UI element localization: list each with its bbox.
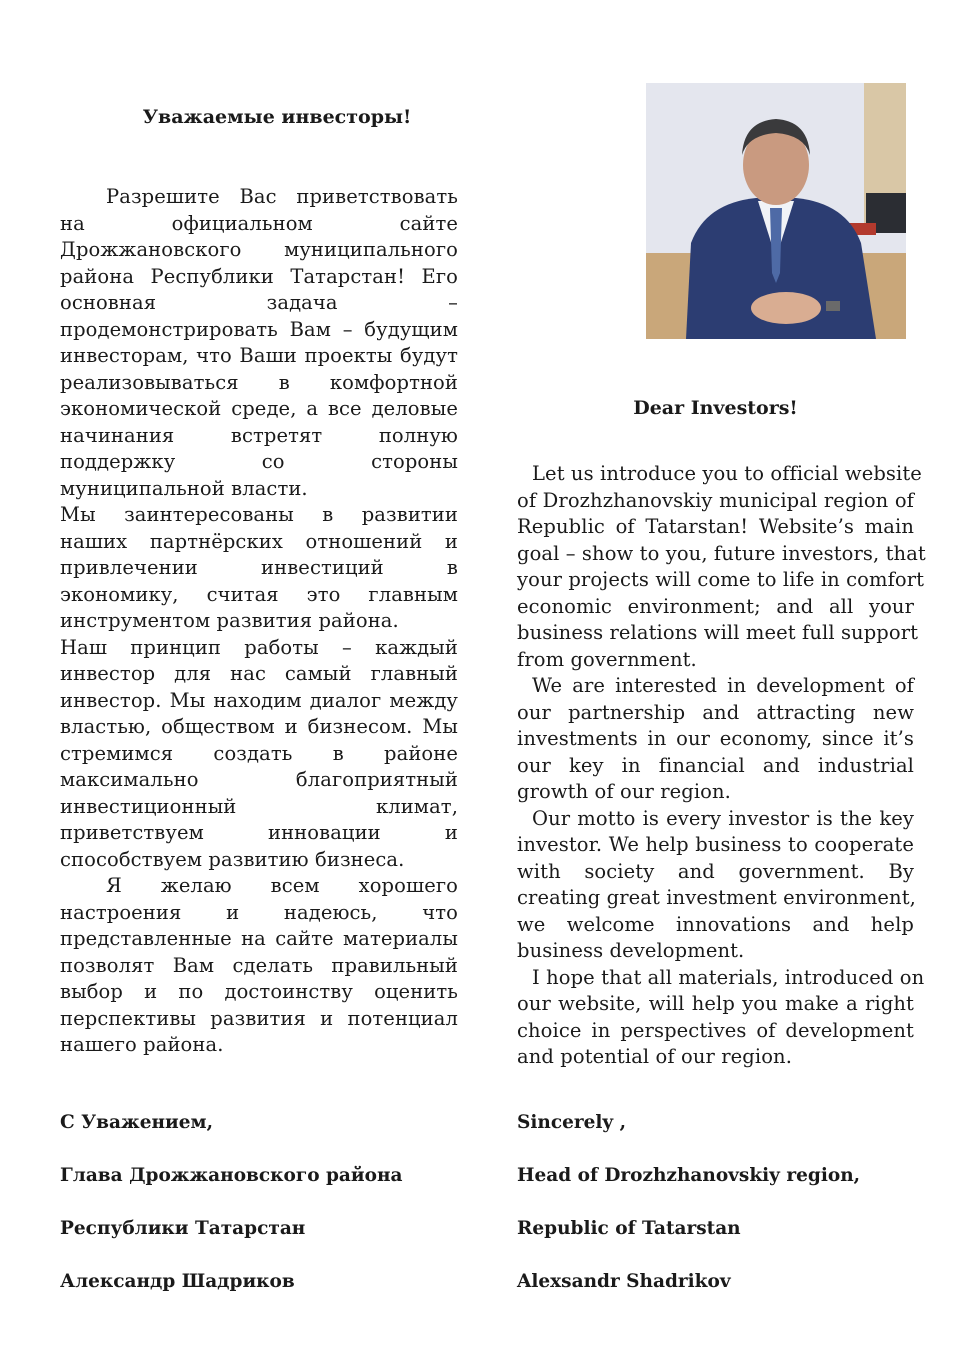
text-line: наших партнёрских отношений и: [60, 529, 458, 553]
text-line: we welcome innovations and help: [517, 912, 914, 936]
english-body: [517, 461, 926, 1071]
text-line: представленные на сайте материалы: [60, 927, 458, 950]
text-line: Я желаю всем хорошего: [106, 874, 458, 897]
english-letter: [517, 395, 926, 1071]
text-line: приветствуем инновации и: [60, 821, 458, 844]
text-line: начинания встретят полную: [60, 423, 458, 447]
text-line: инвесторам, что Ваши проекты будут: [60, 344, 458, 367]
text-line: перспективы развития и потенциал: [60, 1006, 458, 1030]
signature-closing: Sincerely ,: [517, 1112, 627, 1133]
text-line: from government.: [517, 647, 697, 671]
signature-region: Республики Татарстан: [60, 1218, 306, 1239]
text-line: привлечении инвестиций в: [60, 556, 458, 579]
text-line: choice in perspectives of development: [517, 1018, 914, 1042]
text-line: investor. We help business to cooperate: [517, 833, 914, 856]
english-signature: [517, 1111, 860, 1323]
text-line: I hope that all materials, introduced on: [532, 965, 925, 989]
text-line: стремимся создать в районе: [60, 741, 458, 765]
signature-name: Александр Шадриков: [60, 1271, 295, 1292]
text-line: economic environment; and all your: [517, 594, 914, 618]
text-line: We are interested in development of: [532, 674, 914, 697]
text-line: продемонстрировать Вам – будущим: [60, 317, 458, 341]
russian-body: [60, 184, 458, 1059]
text-line: Дрожжановского муниципального: [60, 238, 458, 261]
text-line: способствуем развитию бизнеса.: [60, 847, 405, 871]
text-line: экономической среде, а все деловые: [60, 397, 458, 420]
text-line: our key in financial and industrial: [517, 753, 914, 777]
text-line: business relations will meet full support: [517, 621, 919, 644]
text-line: поддержку со стороны: [60, 450, 458, 473]
text-line: инвестор. Мы находим диалог между: [60, 688, 458, 712]
russian-heading: Уважаемые инвесторы!: [142, 106, 412, 128]
text-line: goal – show to you, future investors, that: [517, 541, 926, 565]
portrait-photo: [646, 83, 906, 339]
text-line: Наш принцип работы – каждый: [60, 635, 458, 659]
text-line: властью, обществом и бизнесом. Мы: [60, 715, 458, 738]
text-line: our website, will help you make a right: [517, 992, 914, 1015]
text-line: экономику, считая это главным: [60, 582, 458, 606]
text-line: business development.: [517, 939, 745, 962]
text-line: позволят Вам сделать правильный: [60, 953, 458, 977]
text-line: your projects will come to life in comfort: [517, 568, 925, 591]
text-line: настроения и надеюсь, что: [60, 900, 458, 924]
text-line: Мы заинтересованы в развитии: [60, 503, 458, 526]
text-line: and potential of our region.: [517, 1045, 793, 1068]
text-line: района Республики Татарстан! Его: [60, 264, 458, 288]
signature-title: Глава Дрожжановского района: [60, 1165, 403, 1186]
signature-region: Republic of Tatarstan: [517, 1218, 741, 1239]
text-line: our partnership and attracting new: [517, 700, 914, 724]
text-line: муниципальной власти.: [60, 476, 308, 500]
russian-signature: [60, 1111, 403, 1323]
text-line: инструментом развития района.: [60, 609, 399, 632]
portrait-image: [646, 83, 906, 339]
russian-letter: [60, 104, 458, 1059]
text-line: of Drozhzhanovskiy municipal region of: [517, 488, 914, 512]
text-line: нашего района.: [60, 1033, 224, 1056]
text-line: инвестиционный климат,: [60, 794, 458, 818]
text-line: основная задача –: [60, 291, 458, 314]
signature-title: Head of Drozhzhanovskiy region,: [517, 1165, 861, 1186]
text-line: выбор и по достоинству оценить: [60, 980, 458, 1003]
text-line: реализовываться в комфортной: [60, 370, 458, 394]
text-line: на официальном сайте: [60, 211, 458, 235]
english-heading: Dear Investors!: [633, 397, 798, 419]
text-line: with society and government. By: [517, 859, 914, 883]
text-line: Let us introduce you to official website: [532, 462, 922, 485]
text-line: Разрешите Вас приветствовать: [106, 185, 458, 208]
text-line: Our motto is every investor is the key: [532, 806, 914, 830]
text-line: максимально благоприятный: [60, 768, 458, 791]
text-line: growth of our region.: [517, 780, 731, 803]
text-line: creating great investment environment,: [517, 886, 916, 909]
text-line: investments in our economy, since it’s: [517, 727, 914, 750]
text-line: инвестор для нас самый главный: [60, 662, 458, 685]
text-line: Republic of Tatarstan! Website’s main: [517, 515, 914, 538]
signature-closing: С Уважением,: [60, 1112, 214, 1133]
signature-name: Alexsandr Shadrikov: [517, 1271, 731, 1292]
